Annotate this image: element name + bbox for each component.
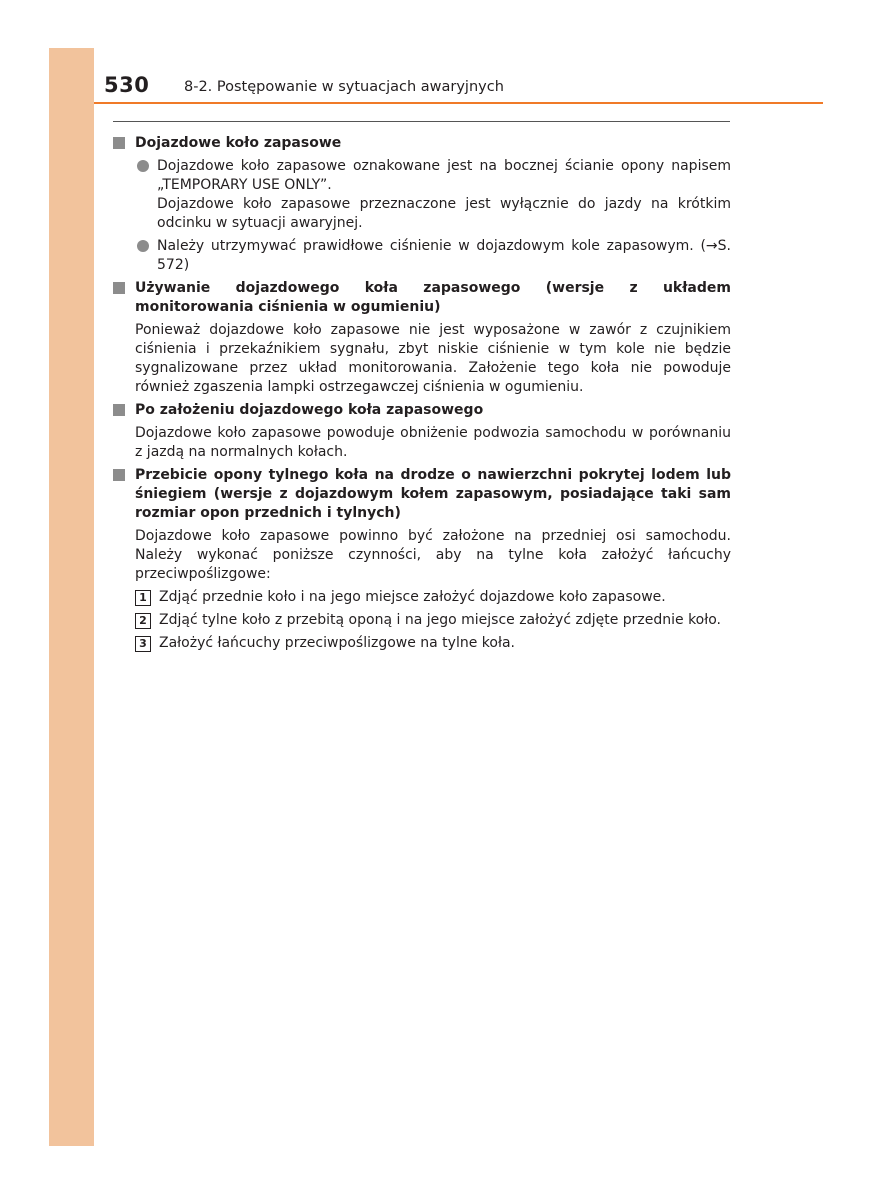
section-title: 8-2. Postępowanie w sytuacjach awaryjnych: [184, 79, 504, 95]
section-heading: Dojazdowe koło zapasowe: [113, 134, 731, 153]
circle-bullet-icon: [137, 240, 149, 252]
square-bullet-icon: [113, 404, 125, 416]
bullet-text: Należy utrzymywać prawidłowe ciśnienie w dojazdowym kole zapasowym. (→S. 572): [157, 238, 731, 273]
circle-bullet-icon: [137, 160, 149, 172]
section-heading: Przebicie opony tylnego koła na drodze o nawierzchni pokrytej lodem lub śniegiem (wersje z dojazdowym kołem zapasowym, posiadające taki sam rozmiar opon przednich i tylnych): [113, 466, 731, 523]
step-number: 3: [135, 636, 151, 652]
paragraph: Dojazdowe koło zapasowe powinno być założone na przedniej osi samochodu. Należy wykonać poniższe czynności, aby na tylne koła założyć łańcuchy przeciwpoślizgowe:: [135, 528, 731, 582]
step-text: Zdjąć przednie koło i na jego miejsce założyć dojazdowe koło zapasowe.: [159, 589, 666, 605]
section-heading: Używanie dojazdowego koła zapasowego (wersje z układem monitorowania ciśnienia w ogumieniu): [113, 279, 731, 317]
list-item: [135, 237, 731, 275]
square-bullet-icon: [113, 282, 125, 294]
page-number: 530: [104, 73, 150, 97]
square-bullet-icon: [113, 469, 125, 481]
step-item: [135, 611, 731, 630]
step-number: 2: [135, 613, 151, 629]
paragraph: Dojazdowe koło zapasowe powoduje obniżenie podwozia samochodu w porównaniu z jazdą na normalnych kołach.: [135, 425, 731, 460]
header-rule: [94, 102, 823, 104]
page-content: [113, 134, 731, 657]
step-text: Zdjąć tylne koło z przebitą oponą i na jego miejsce założyć zdjęte przednie koło.: [159, 612, 721, 628]
side-tab: [49, 48, 94, 1146]
step-item: [135, 634, 731, 653]
list-item: [135, 157, 731, 233]
step-item: [135, 588, 731, 607]
bullet-text: Dojazdowe koło zapasowe przeznaczone jest wyłącznie do jazdy na krótkim odcinku w sytuacji awaryjnej.: [157, 196, 731, 231]
step-number: 1: [135, 590, 151, 606]
step-text: Założyć łańcuchy przeciwpoślizgowe na tylne koła.: [159, 635, 515, 651]
content-rule: [113, 121, 730, 122]
paragraph: Ponieważ dojazdowe koło zapasowe nie jest wyposażone w zawór z czujnikiem ciśnienia i przekaźnikiem sygnału, zbyt niskie ciśnienie w tym kole nie będzie sygnalizowane przez układ monitorowania. Założenie tego koła nie powoduje również zgaszenia lampki ostrzegawczej ciśnienia w ogumieniu.: [135, 322, 731, 395]
square-bullet-icon: [113, 137, 125, 149]
section-heading: Po założeniu dojazdowego koła zapasowego: [113, 401, 731, 420]
bullet-text: Dojazdowe koło zapasowe oznakowane jest na bocznej ścianie opony napisem „TEMPORARY USE ONLY”.: [157, 158, 731, 193]
